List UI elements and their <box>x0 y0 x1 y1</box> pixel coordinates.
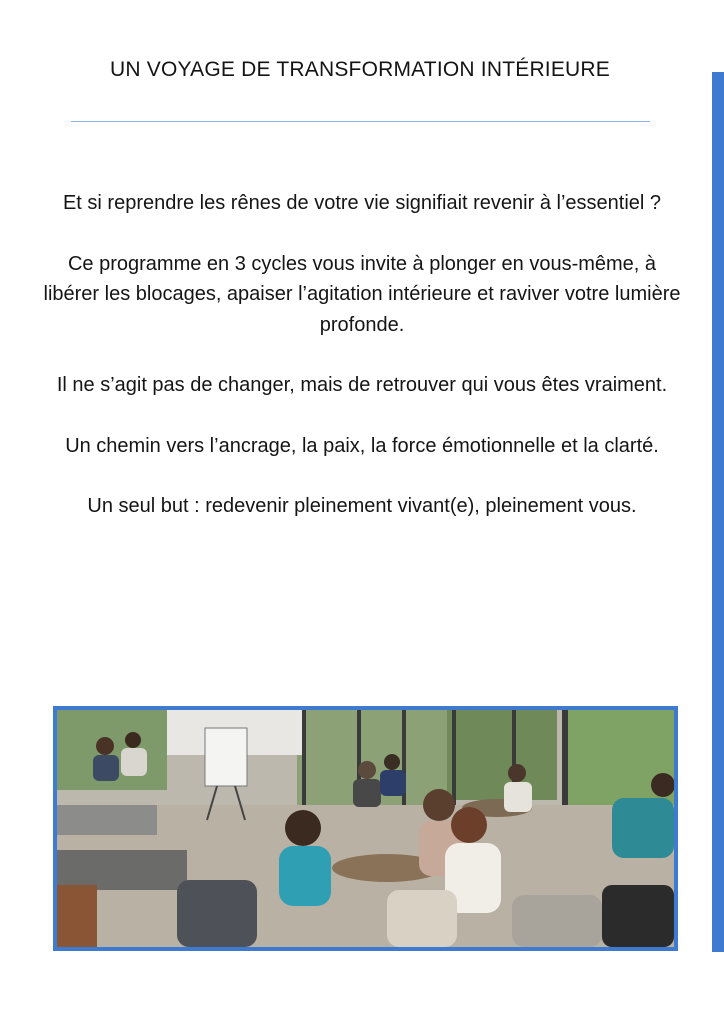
page-title: UN VOYAGE DE TRANSFORMATION INTÉRIEURE <box>110 58 610 81</box>
paragraph-path: Un chemin vers l’ancrage, la paix, la force émotionnelle et la clarté. <box>65 434 659 457</box>
paragraph-goal: Un seul but : redevenir pleinement vivant(e), pleinement vous. <box>87 495 637 517</box>
accent-side-bar <box>712 72 724 952</box>
paragraph-question: Et si reprendre les rênes de votre vie signifiait revenir à l’essentiel ? <box>62 192 662 214</box>
workshop-photo-illustration <box>57 710 674 947</box>
workshop-photo <box>53 706 678 951</box>
paragraph-program: Ce programme en 3 cycles vous invite à plonger en vous-même, à libérer les blocages, apaiser l’agitation intérieure et raviver votre lumière profonde. <box>43 252 681 336</box>
paragraph-identity: Il ne s’agit pas de changer, mais de retrouver qui vous êtes vraiment. <box>56 374 668 396</box>
title-divider <box>71 121 650 122</box>
intro-text <box>40 188 684 552</box>
